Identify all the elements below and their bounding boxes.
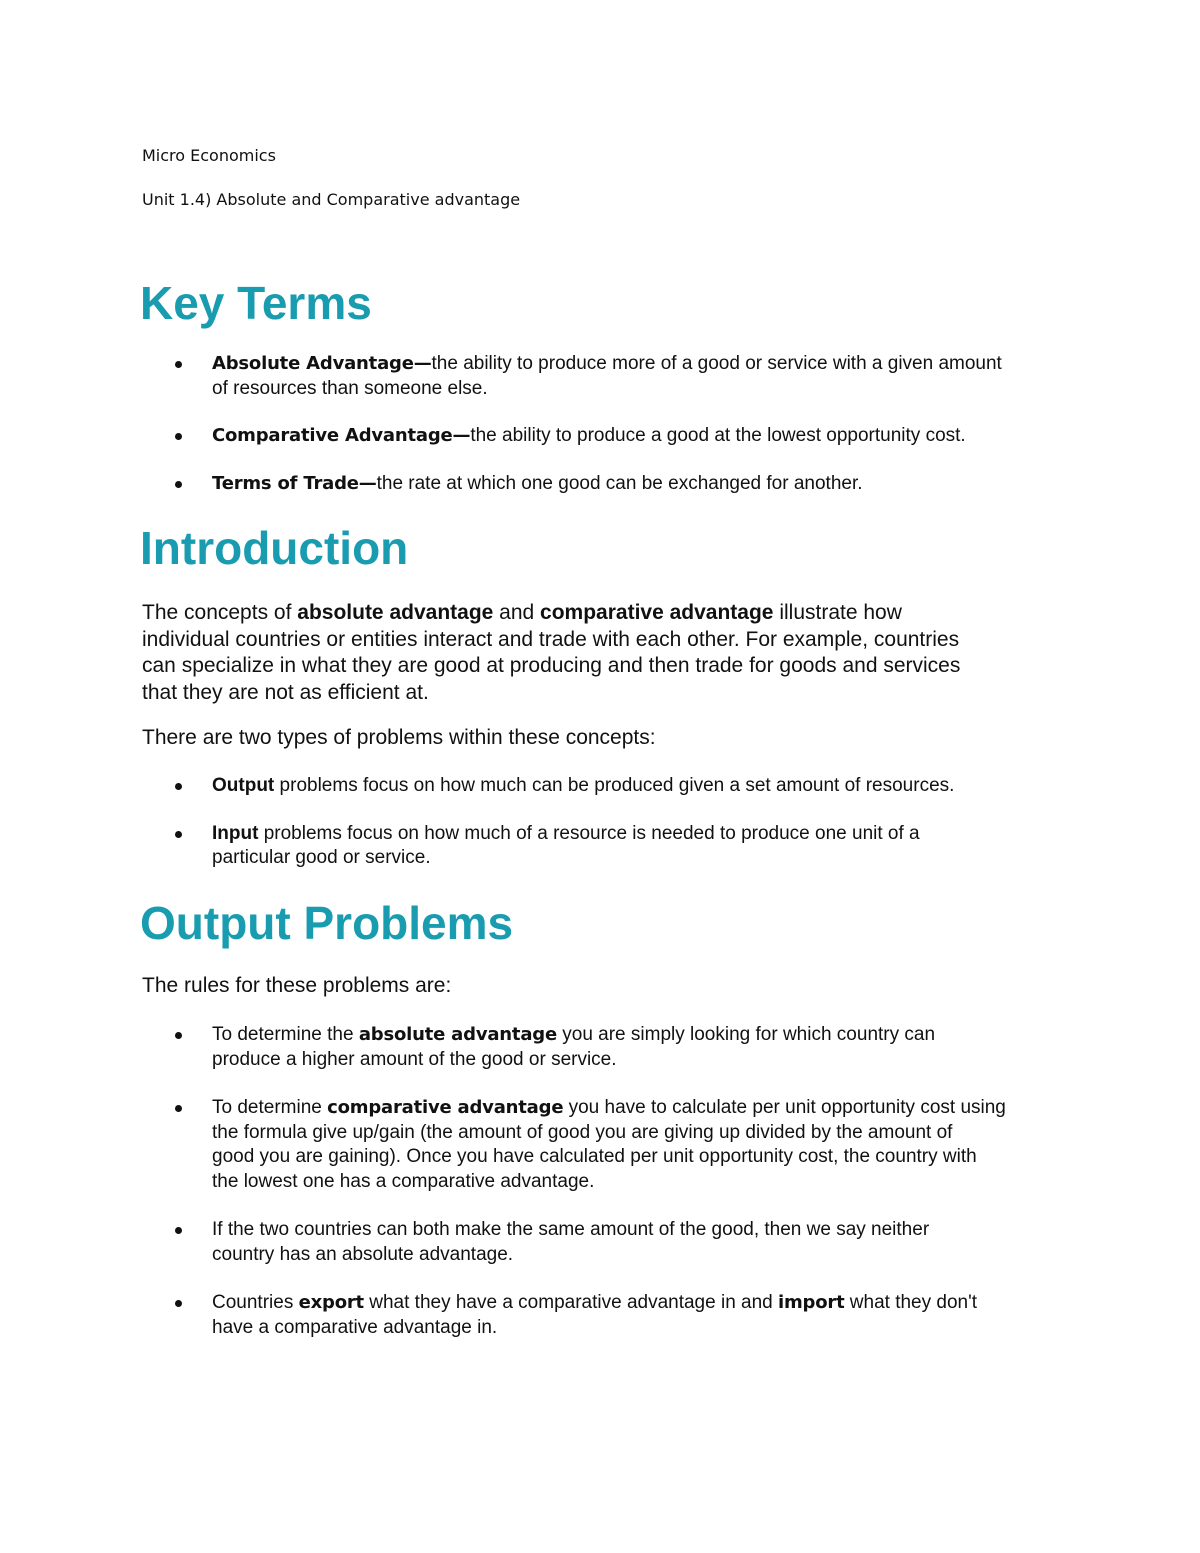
term-label: Comparative Advantage— <box>212 425 471 446</box>
bullet-icon <box>175 433 182 440</box>
list-item <box>142 1023 1042 1072</box>
term-label: Terms of Trade— <box>212 472 377 494</box>
text-run: illustrate how <box>773 601 902 624</box>
text-run: Countries <box>212 1292 299 1313</box>
problem-types-list <box>142 774 1042 871</box>
bold-run: import <box>778 1292 845 1313</box>
bold-run: export <box>298 1292 364 1313</box>
text-run: have a comparative advantage in. <box>212 1316 498 1338</box>
bold-run: comparative advantage <box>540 601 774 624</box>
rules-list <box>142 1023 1042 1340</box>
bullet-icon <box>175 481 182 488</box>
text-run: good you are gaining). Once you have calculated per unit opportunity cost, the country with <box>212 1146 977 1167</box>
list-item <box>142 472 1042 497</box>
term-definition: the ability to produce a good at the lowest opportunity cost. <box>470 425 966 446</box>
text-run: what they don't <box>844 1292 977 1313</box>
list-item <box>142 822 1042 871</box>
list-item <box>142 1291 1042 1340</box>
bullet-icon <box>175 1032 182 1039</box>
unit-title: Unit 1.4) Absolute and Comparative advantage <box>142 190 521 209</box>
list-item <box>142 1218 1042 1267</box>
text-run: country has an absolute advantage. <box>212 1243 514 1265</box>
text-run: that they are not as efficient at. <box>142 680 429 704</box>
text-run: If the two countries can both make the same amount of the good, then we say neither <box>212 1219 930 1240</box>
term-definition-cont: of resources than someone else. <box>212 377 488 399</box>
rules-intro: The rules for these problems are: <box>142 974 452 997</box>
bold-run: absolute advantage <box>358 1024 557 1045</box>
text-run: particular good or service. <box>212 847 431 868</box>
course-title: Micro Economics <box>142 146 276 165</box>
list-item <box>142 774 1042 799</box>
text-run: and <box>493 601 541 624</box>
text-run: the formula give up/gain (the amount of good you are giving up divided by the amount of <box>212 1121 953 1143</box>
bullet-icon <box>175 1300 182 1307</box>
text-run: you have to calculate per unit opportunity cost using <box>563 1097 1006 1118</box>
text-run: produce a higher amount of the good or service. <box>212 1048 617 1070</box>
list-item <box>142 424 1042 449</box>
list-item <box>142 1096 1042 1194</box>
introduction-heading: Introduction <box>140 522 409 574</box>
bullet-icon <box>175 831 182 838</box>
text-run: To determine the <box>212 1024 359 1045</box>
term-definition: the ability to produce more of a good or service with a given amount <box>431 353 1002 374</box>
bullet-icon <box>175 1105 182 1112</box>
bullet-icon <box>175 783 182 790</box>
text-run: you are simply looking for which country can <box>556 1024 936 1045</box>
bullet-icon <box>175 361 182 368</box>
bold-run: Output <box>212 775 275 796</box>
text-run: individual countries or entities interact and trade with each other. For example, countries <box>142 627 960 651</box>
bold-run: absolute advantage <box>297 601 494 624</box>
text-run: problems focus on how much can be produced given a set amount of resources. <box>274 775 955 796</box>
bullet-icon <box>175 1227 182 1234</box>
problem-types-intro: There are two types of problems within these concepts: <box>142 726 656 749</box>
output-problems-heading: Output Problems <box>140 897 514 949</box>
text-run: problems focus on how much of a resource is needed to produce one unit of a <box>258 822 920 844</box>
text-run: can specialize in what they are good at producing and then trade for goods and services <box>142 654 961 677</box>
introduction-paragraph <box>142 600 1042 706</box>
bold-run: Input <box>212 822 259 844</box>
text-run: the lowest one has a comparative advantage. <box>212 1170 595 1192</box>
text-run: what they have a comparative advantage in and <box>363 1292 779 1313</box>
term-label: Absolute Advantage— <box>212 353 432 374</box>
text-run: To determine <box>212 1097 328 1118</box>
term-definition: the rate at which one good can be exchanged for another. <box>376 472 863 494</box>
key-terms-list <box>142 352 1042 496</box>
key-terms-heading: Key Terms <box>140 277 372 329</box>
list-item <box>142 352 1042 401</box>
text-run: The concepts of <box>142 601 298 624</box>
bold-run: comparative advantage <box>327 1097 564 1118</box>
